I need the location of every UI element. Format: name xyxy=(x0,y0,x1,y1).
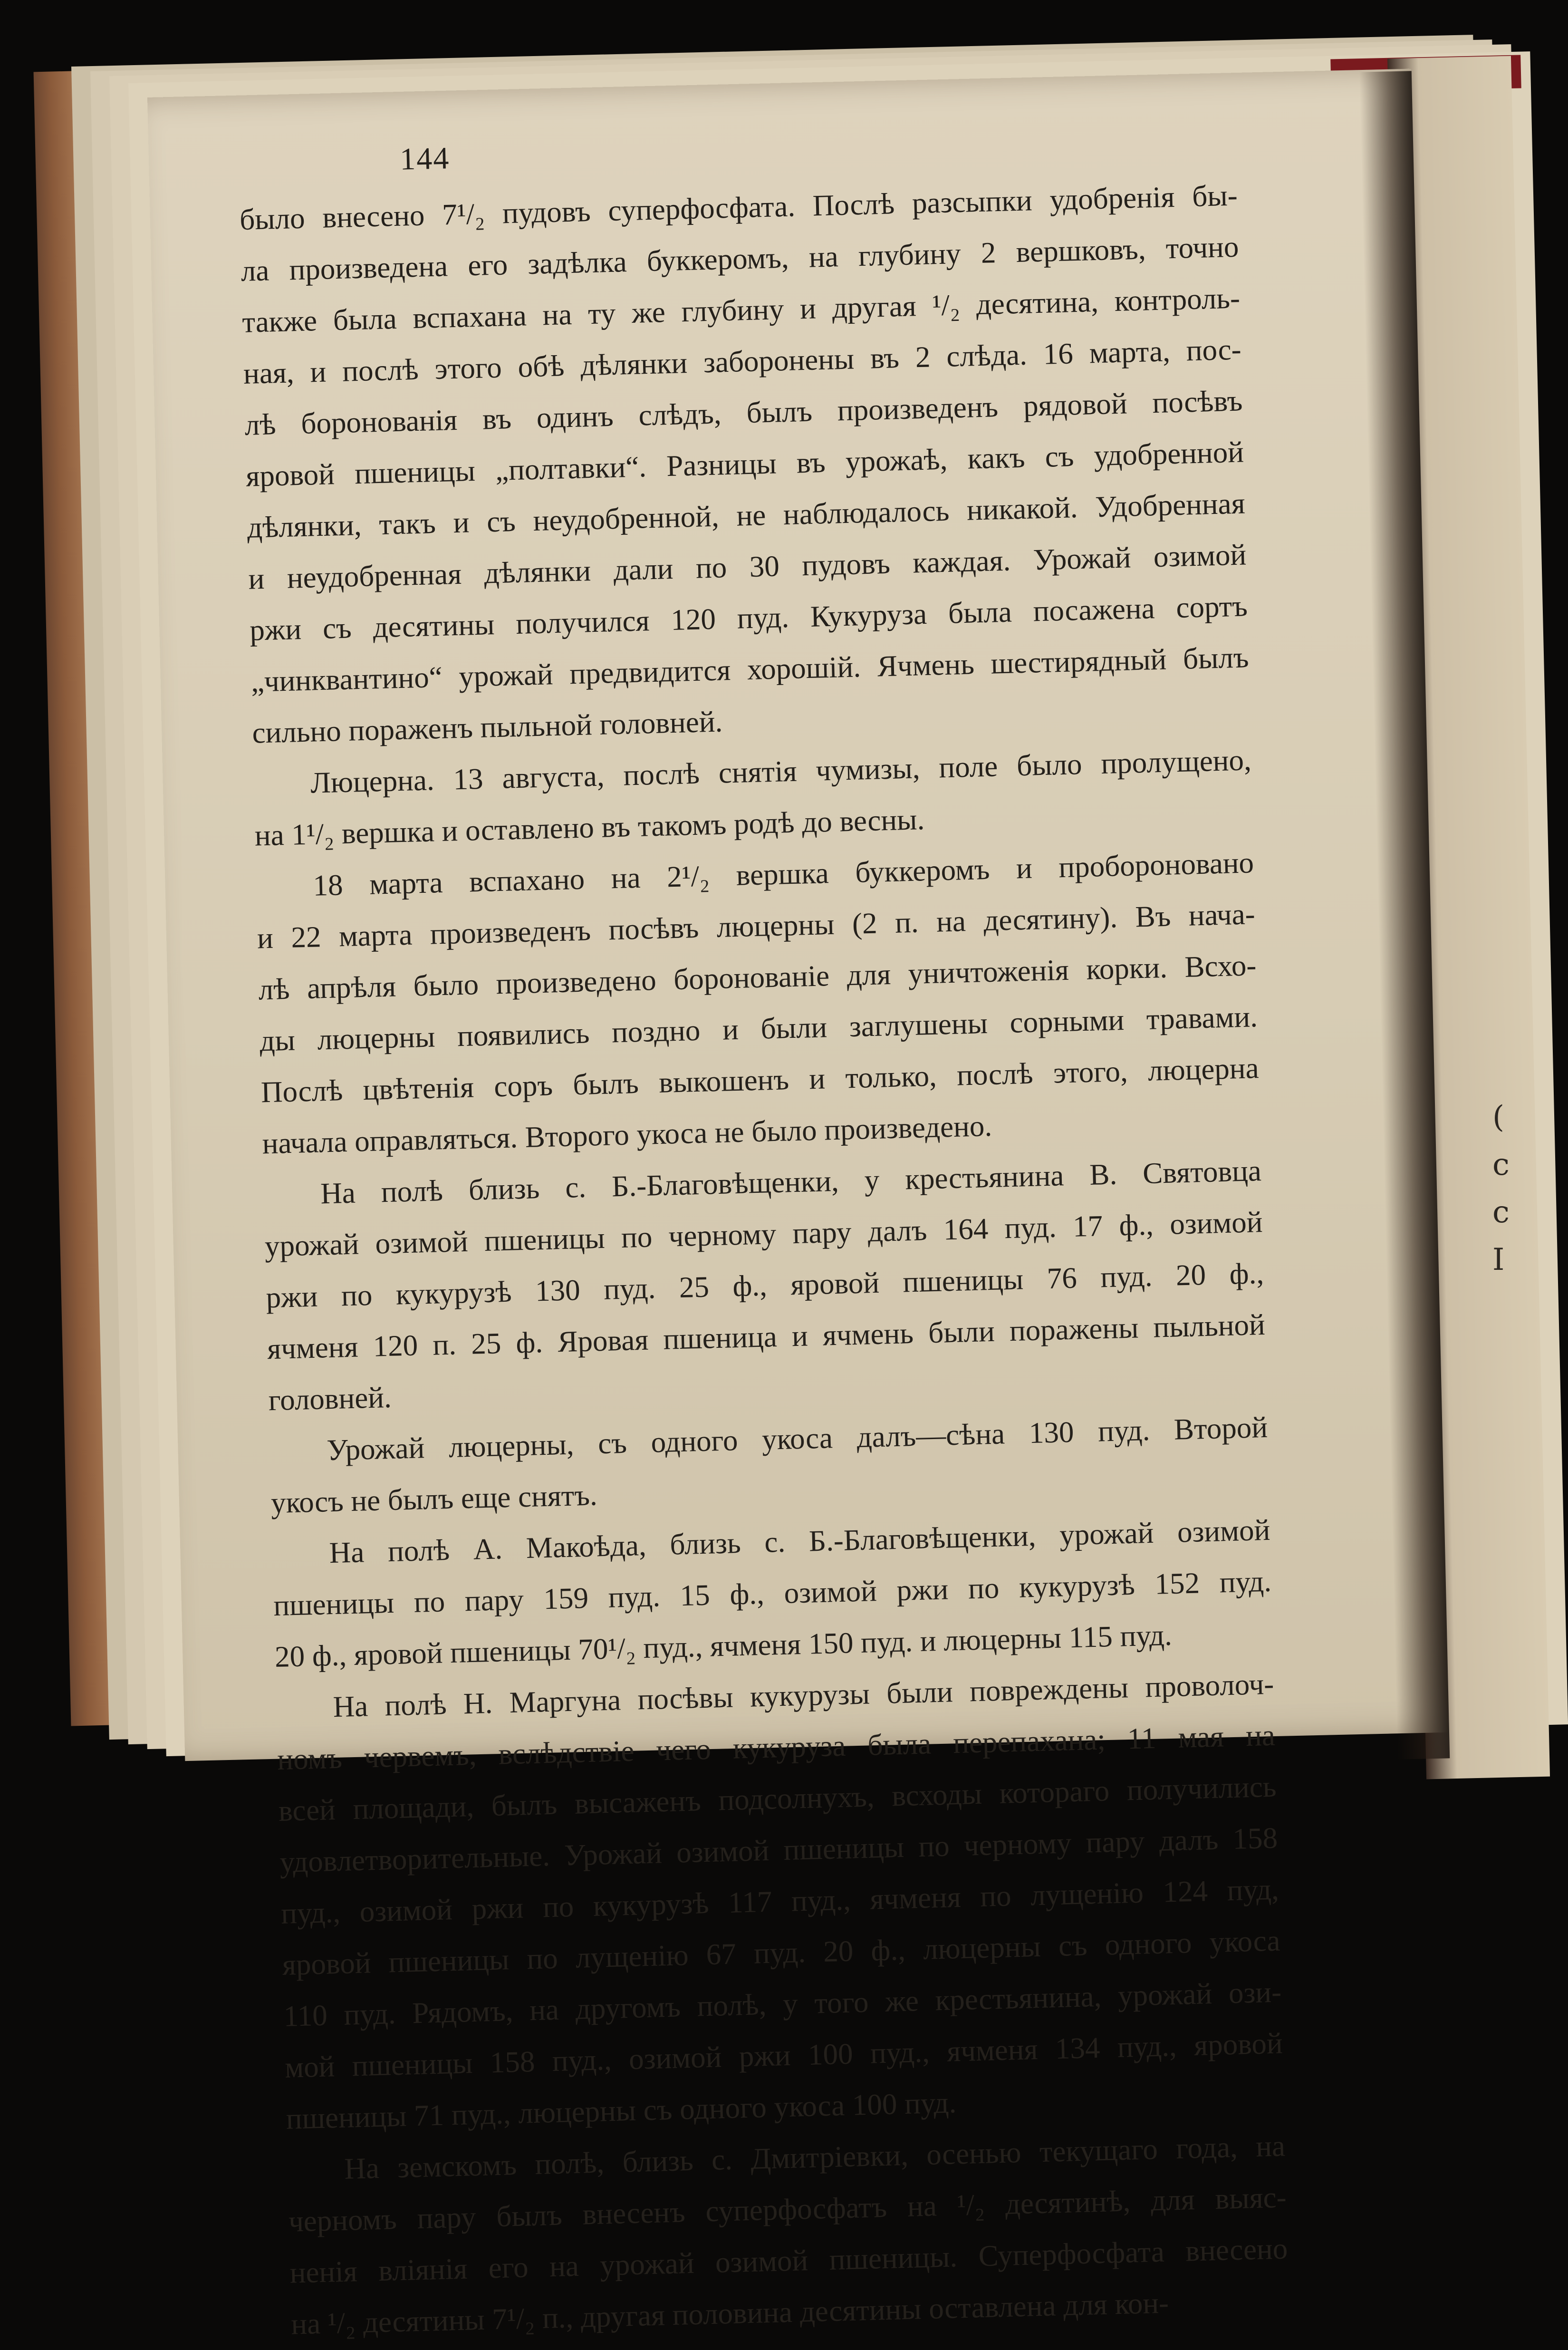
text-line: Люцерна. 13 августа, послѣ снятія чумизы, поле было пролущено, xyxy=(310,743,1252,800)
text-line: 18 марта вспахано на 2¹/₂ вершка буккеромъ и пробороновано xyxy=(312,846,1254,902)
text-line: черномъ пару былъ внесенъ суперфосфатъ на ¹/₂ десятинѣ, для выяс- xyxy=(288,2180,1287,2238)
text-line: также была вспахана на ту же глубину и другая ¹/₂ десятина, контроль- xyxy=(241,281,1241,339)
text-line: номъ червемъ, вслѣдствіе чего кукуруза была перепахана; 11 мая на xyxy=(277,1718,1276,1776)
text-line: пшеницы по пару 159 пуд. 15 ф., озимой ржи по кукурузѣ 152 пуд. xyxy=(273,1564,1272,1623)
text-line: всей площади, былъ высаженъ подсолнухъ, всходы котораго получились xyxy=(278,1770,1277,1828)
facing-page-glyph: с xyxy=(1492,1147,1510,1182)
text-line: сильно пораженъ пыльной головней. xyxy=(251,705,723,750)
text-line: 110 пуд. Рядомъ, на другомъ полѣ, у того же крестьянина, урожай ози- xyxy=(283,1975,1282,2033)
page-number: 144 xyxy=(399,141,451,177)
facing-page-glyph: І xyxy=(1492,1242,1505,1277)
page-text-block xyxy=(238,114,1289,2350)
text-line: „чинквантино“ урожай предвидится хорошій. Ячмень шестирядный былъ xyxy=(250,640,1250,698)
text-line: мой пшеницы 158 пуд., озимой ржи 100 пуд., ячменя 134 пуд., яровой xyxy=(284,2026,1283,2084)
text-line: дѣлянки, такъ и съ неудобренной, не наблюдалось никакой. Удобренная xyxy=(247,486,1246,544)
text-line: на ¹/₂ десятины 7¹/₂ п., другая половина десятины оставлена для кон- xyxy=(290,2286,1169,2341)
text-line: ржи по кукурузѣ 130 пуд. 25 ф., яровой пшеницы 76 пуд. 20 ф., xyxy=(265,1256,1264,1315)
text-line: урожай озимой пшеницы по черному пару далъ 164 пуд. 17 ф., озимой xyxy=(264,1205,1263,1263)
facing-page-glyph: с xyxy=(1492,1195,1510,1230)
text-line: На полѣ Н. Маргуна посѣвы кукурузы были повреждены проволоч- xyxy=(332,1667,1274,1724)
text-line: на 1¹/₂ вершка и оставлено въ такомъ родѣ до весны. xyxy=(254,803,925,852)
text-line: ла произведена его задѣлка буккеромъ, на глубину 2 вершковъ, точно xyxy=(240,230,1240,288)
text-line: ячменя 120 п. 25 ф. Яровая пшеница и ячмень были поражены пыльной xyxy=(267,1307,1266,1366)
text-line: лѣ боронованія въ одинъ слѣдъ, былъ произведенъ рядовой посѣвъ xyxy=(244,384,1243,442)
text-line: Урожай люцерны, съ одного укоса далъ—сѣна 130 пуд. Второй xyxy=(326,1410,1268,1467)
text-line: яровой пшеницы „полтавки“. Разницы въ урожаѣ, какъ съ удобренной xyxy=(245,435,1244,493)
text-line: Послѣ цвѣтенія соръ былъ выкошенъ и только, послѣ этого, люцерна xyxy=(260,1051,1260,1109)
text-line: головней. xyxy=(268,1380,392,1417)
text-line: было внесено 7¹/₂ пудовъ суперфосфата. Послѣ разсыпки удобренія бы- xyxy=(239,178,1238,236)
text-line: На полѣ А. Макоѣда, близь с. Б.-Благовѣщенки, урожай озимой xyxy=(328,1513,1271,1570)
text-line: ная, и послѣ этого обѣ дѣлянки заборонены въ 2 слѣда. 16 марта, пос- xyxy=(243,332,1242,390)
text-line: ненія вліянія его на урожай озимой пшеницы. Суперфосфата внесено xyxy=(289,2232,1288,2290)
text-line: пуд., озимой ржи по кукурузѣ 117 пуд., ячменя по лущенію 124 пуд, xyxy=(280,1872,1279,1930)
text-line: ды люцерны появились поздно и были заглушены сорными травами. xyxy=(259,1000,1258,1058)
text-line: и неудобренная дѣлянки дали по 30 пудовъ каждая. Урожай озимой xyxy=(248,538,1247,596)
facing-page-glyph: ( xyxy=(1492,1100,1504,1135)
text-line: лѣ апрѣля было произведено боронованіе для уничтоженія корки. Всхо- xyxy=(258,948,1257,1006)
text-line: и 22 марта произведенъ посѣвъ люцерны (2 п. на десятину). Въ нача- xyxy=(257,897,1256,955)
text-line: укосъ не былъ еще снятъ. xyxy=(270,1478,598,1520)
text-line: начала оправляться. Второго укоса не было произведено. xyxy=(261,1109,992,1160)
text-line: удовлетворительные. Урожай озимой пшеницы по черному пару далъ 158 xyxy=(279,1821,1278,1879)
text-line: ржи съ десятины получился 120 пуд. Кукуруза была посажена сортъ xyxy=(249,589,1248,647)
text-line: пшеницы 71 пуд., люцерны съ одного укоса 100 пуд. xyxy=(285,2086,957,2136)
text-line: На полѣ близь с. Б.-Благовѣщенки, у крестьянина В. Святовца xyxy=(320,1154,1262,1210)
text-line: яровой пшеницы по лущенію 67 пуд. 20 ф., люцерны съ одного укоса xyxy=(282,1924,1281,1982)
text-line: На земскомъ полѣ, близь с. Дмитріевки, осенью текущаго года, на xyxy=(344,2129,1286,2186)
facing-page-text xyxy=(1492,1093,1510,1284)
body-text xyxy=(239,170,1289,2350)
text-line: 20 ф., яровой пшеницы 70¹/₂ пуд., ячменя 150 пуд. и люцерны 115 пуд. xyxy=(274,1618,1173,1674)
